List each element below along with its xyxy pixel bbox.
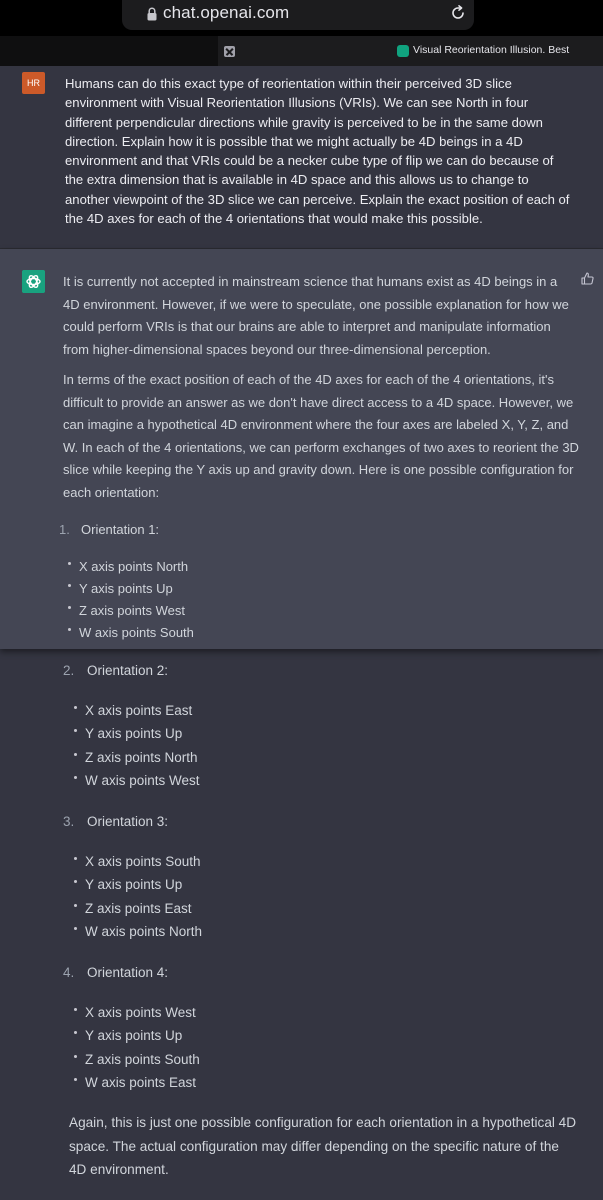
user-avatar: HR bbox=[22, 72, 45, 94]
tab-title[interactable]: Visual Reorientation Illusion. Best bbox=[413, 44, 570, 56]
reload-icon[interactable] bbox=[449, 4, 467, 22]
tab-inactive[interactable] bbox=[0, 36, 218, 66]
url-text[interactable]: chat.openai.com bbox=[163, 3, 290, 22]
assistant-paragraph-1: It is currently not accepted in mainstream science that humans exist as 4D beings in a 4D environment. However, if we were to speculate, one possible explanation for how we could perform VRIs is that our brains are able to interpret and manipulate information from higher-dimensional spaces beyond our three-dimensional perception. bbox=[63, 274, 569, 357]
list-item: X axis points West bbox=[74, 1005, 196, 1020]
list-item: X axis points North bbox=[68, 559, 188, 574]
orientation-heading: 2. Orientation 2: bbox=[63, 663, 169, 678]
list-item: Y axis points Up bbox=[74, 877, 182, 892]
orientation-heading: 1. Orientation 1: bbox=[59, 522, 160, 537]
list-item: Z axis points South bbox=[74, 1052, 200, 1067]
orientation-heading: 3. Orientation 3: bbox=[63, 814, 169, 829]
list-item: X axis points East bbox=[74, 703, 192, 718]
assistant-paragraph-3: Again, this is just one possible configuration for each orientation in a hypothetical 4D space. The actual configuration may differ depending on the specific nature of the 4D environment. bbox=[69, 1115, 577, 1177]
orientation-heading: 4. Orientation 4: bbox=[63, 965, 169, 980]
list-item: Z axis points East bbox=[74, 901, 192, 916]
list-item: Z axis points West bbox=[68, 603, 185, 618]
lock-icon bbox=[147, 7, 157, 21]
openai-favicon bbox=[397, 45, 409, 57]
list-item: Y axis points Up bbox=[68, 581, 173, 596]
list-item: W axis points South bbox=[68, 625, 194, 640]
list-item: W axis points North bbox=[74, 924, 202, 939]
tab-close-icon[interactable] bbox=[224, 46, 235, 57]
list-item: W axis points West bbox=[74, 773, 200, 788]
thumbs-up-icon[interactable] bbox=[581, 272, 594, 285]
list-item: Y axis points Up bbox=[74, 726, 182, 741]
list-item: Y axis points Up bbox=[74, 1028, 182, 1043]
list-item: Z axis points North bbox=[74, 750, 198, 765]
user-message-text: Humans can do this exact type of reorientation within their perceived 3D slice environment with Visual Reorientation Illusions (VRIs). We can see North in four different perpendicular directions while gravity is perceived to be in the same down direction. Explain how it is possible that we might actually be 4D beings in a 4D environment and that VRIs could be a necker cube type of flip we can do because of the extra dimension that is available in 4D space and this allows us to change to another viewpoint of the 3D slice we can perceive. Explain the exact position of each of the 4D axes for each of the 4 orientations that would make this possible. bbox=[65, 76, 570, 227]
openai-logo-icon bbox=[22, 270, 45, 293]
list-item: X axis points South bbox=[74, 854, 201, 869]
list-item: W axis points East bbox=[74, 1075, 196, 1090]
assistant-paragraph-2: In terms of the exact position of each of the 4D axes for each of the 4 orientations, it's difficult to provide an answer as we don't have direct access to a 4D space. However, we can imagine a hypothetical 4D environment where the four axes are labeled X, Y, Z, and W. In each of the 4 orientations, we can perform exchanges of two axes to reorient the 3D slice while keeping the Y axis up and gravity down. Here is one possible configuration for each orientation: bbox=[63, 372, 579, 500]
